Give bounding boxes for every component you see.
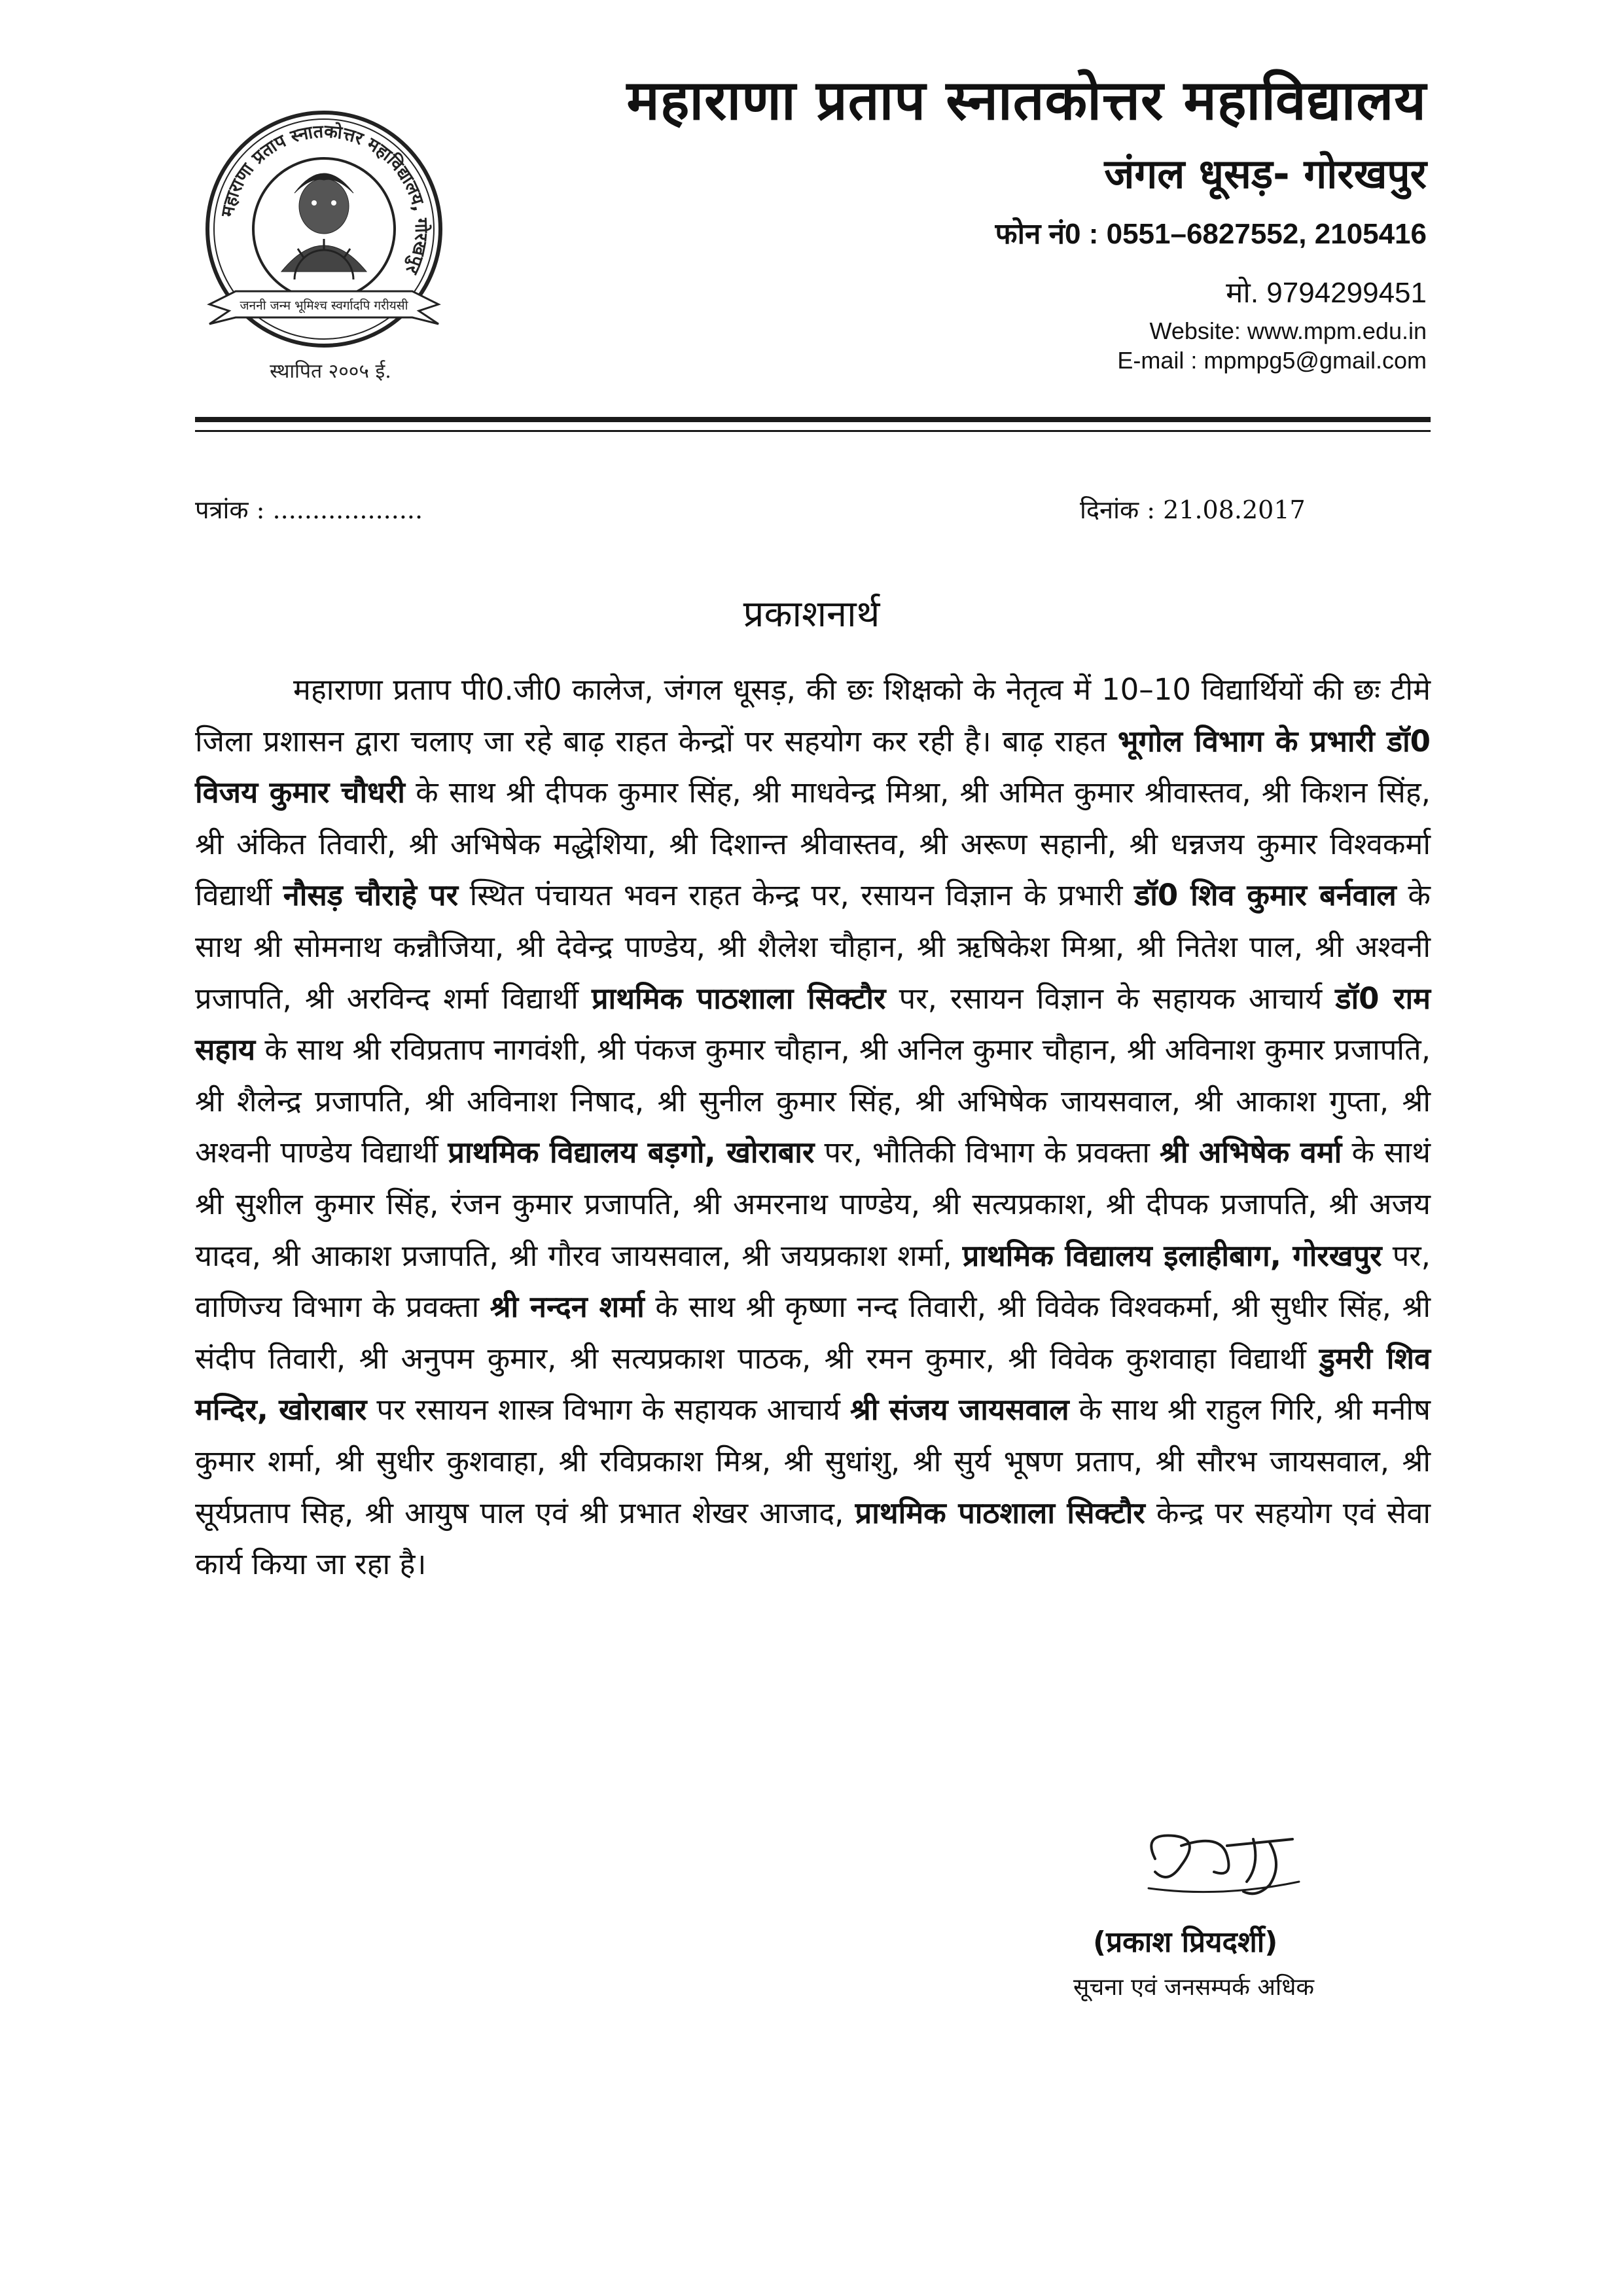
- seal-ribbon-text: जननी जन्म भूमिश्च स्वर्गादपि गरीयसी: [240, 298, 408, 313]
- college-seal-logo: [196, 108, 452, 363]
- established-year: स्थापित २००५ ई.: [270, 360, 391, 383]
- header-divider-thick: [195, 417, 1431, 422]
- warrior-bust-icon: [281, 173, 366, 272]
- body-text-segment: पर, रसायन विज्ञान के सहायक आचार्य: [885, 980, 1336, 1016]
- body-bold-segment: प्राथमिक पाठशाला सिक्टौर: [855, 1495, 1145, 1530]
- reference-number: पत्रांक : ...................: [195, 495, 423, 524]
- body-bold-segment: श्री संजय जायसवाल: [849, 1392, 1069, 1427]
- letter-date: दिनांक : 21.08.2017: [1080, 495, 1306, 524]
- body-paragraph: [195, 664, 1431, 1590]
- body-bold-segment: डुमरी शिव मन्दिर, खोराबार: [195, 1340, 1431, 1427]
- college-place: जंगल धूसड़- गोरखपुर: [1104, 150, 1427, 198]
- phone-numbers: फोन नं0 : 0551–6827552, 2105416: [995, 218, 1427, 250]
- body-bold-segment: श्री नन्दन शर्मा: [490, 1289, 645, 1325]
- body-text-segment: के साथ श्री सोमनाथ कन्नौजिया, श्री देवेन्द्र पाण्डेय, श्री शैलेश चौहान, श्री ऋषिकेश मिश्रा, श्री नितेश पाल, श्री अश्वनी प्रजापति, श्री अरविन्द शर्मा विद्यार्थी: [195, 878, 1431, 1016]
- body-bold-segment: प्राथमिक पाठशाला सिक्टौर: [591, 980, 886, 1016]
- body-text-segment: पर, वाणिज्य विभाग के प्रवक्ता: [195, 1238, 1431, 1325]
- body-bold-segment: प्राथमिक विद्यालय बड़गो, खोराबार: [448, 1135, 815, 1170]
- document-heading: प्रकाशनार्थ: [743, 593, 880, 636]
- college-name: महाराणा प्रताप स्नातकोत्तर महाविद्यालय: [626, 68, 1427, 132]
- body-text-segment: स्थित पंचायत भवन राहत केन्द्र पर, रसायन विज्ञान के प्रभारी: [457, 878, 1135, 913]
- body-text-segment: के साथ श्री राहुल गिरि, श्री मनीष कुमार शर्मा, श्री सुधीर कुशवाहा, श्री रविप्रकाश मिश्र, श्री सुधांशु, श्री सुर्य भूषण प्रताप, श्री सौरभ जायसवाल, श्री सूर्यप्रताप सिह, श्री आयुष पाल एवं श्री प्रभात शेखर आजाद,: [195, 1392, 1431, 1530]
- body-text-segment: के साथं श्री सुशील कुमार सिंह, रंजन कुमार प्रजापति, श्री अमरनाथ पाण्डेय, श्री सत्यप्रकाश, श्री दीपक प्रजापति, श्री अजय यादव, श्री आकाश प्रजापति, श्री गौरव जायसवाल, श्री जयप्रकाश शर्मा,: [195, 1135, 1431, 1273]
- handwritten-signature: [1129, 1820, 1312, 1905]
- body-bold-segment: नौसड़ चौराहे पर: [283, 878, 458, 913]
- body-text-segment: के साथ श्री दीपक कुमार सिंह, श्री माधवेन्द्र मिश्रा, श्री अमित कुमार श्रीवास्तव, श्री किशन सिंह, श्री अंकित तिवारी, श्री अभिषेक मद्धेशिया, श्री दिशान्त श्रीवास्तव, श्री अरूण सहानी, श्री धन्नजय कुमार विश्वकर्मा विद्यार्थी: [195, 775, 1431, 913]
- body-text-segment: केन्द्र पर सहयोग एवं सेवा कार्य किया जा रहा है।: [195, 1495, 1431, 1582]
- body-text-segment: महाराणा प्रताप पी0.जी0 कालेज, जंगल धूसड़, की छः शिक्षको के नेतृत्व में 10–10 विद्यार्थियों की छः टीमे जिला प्रशासन द्वारा चलाए जा रहे बाढ़ राहत केन्द्रों पर सहयोग कर रही है। बाढ़ राहत: [195, 672, 1431, 759]
- body-bold-segment: डॉ0 राम सहाय: [195, 980, 1431, 1067]
- signatory-name: (प्रकाश प्रियदर्शी): [1093, 1926, 1278, 1959]
- website-link[interactable]: Website: www.mpm.edu.in: [1149, 317, 1427, 344]
- body-text-segment: के साथ श्री रविप्रताप नागवंशी, श्री पंकज कुमार चौहान, श्री अनिल कुमार चौहान, श्री अविनाश कुमार प्रजापति, श्री शैलेन्द्र प्रजापति, श्री अविनाश निषाद, श्री सुनील कुमार सिंह, श्री अभिषेक जायसवाल, श्री आकाश गुप्ता, श्री अश्वनी पाण्डेय विद्यार्थी: [195, 1032, 1431, 1170]
- body-bold-segment: श्री अभिषेक वर्मा: [1160, 1135, 1342, 1170]
- email-address[interactable]: E-mail : mpmpg5@gmail.com: [1117, 347, 1427, 374]
- body-bold-segment: डॉ0 शिव कुमार बर्नवाल: [1134, 878, 1397, 913]
- seal-ring-text: महाराणा प्रताप स्नातकोत्तर महाविद्यालय, गोरखपुर: [217, 121, 432, 278]
- body-text-segment: के साथ श्री कृष्णा नन्द तिवारी, श्री विवेक विश्वकर्मा, श्री सुधीर सिंह, श्री संदीप तिवारी, श्री अनुपम कुमार, श्री सत्यप्रकाश पाठक, श्री रमन कुमार, श्री विवेक कुशवाहा विद्यार्थी: [195, 1289, 1431, 1376]
- signatory-designation: सूचना एवं जनसम्पर्क अधिक: [1073, 1974, 1314, 2001]
- header-divider-thin: [195, 430, 1431, 432]
- body-text-segment: पर रसायन शास्त्र विभाग के सहायक आचार्य: [366, 1392, 850, 1427]
- body-bold-segment: भूगोल विभाग के प्रभारी डॉ0 विजय कुमार चौधरी: [195, 723, 1431, 810]
- mobile-number: मो. 9794299451: [1226, 277, 1427, 309]
- body-text-segment: पर, भौतिकी विभाग के प्रवक्ता: [814, 1135, 1160, 1170]
- body-bold-segment: प्राथमिक विद्यालय इलाहीबाग, गोरखपुर: [962, 1238, 1382, 1273]
